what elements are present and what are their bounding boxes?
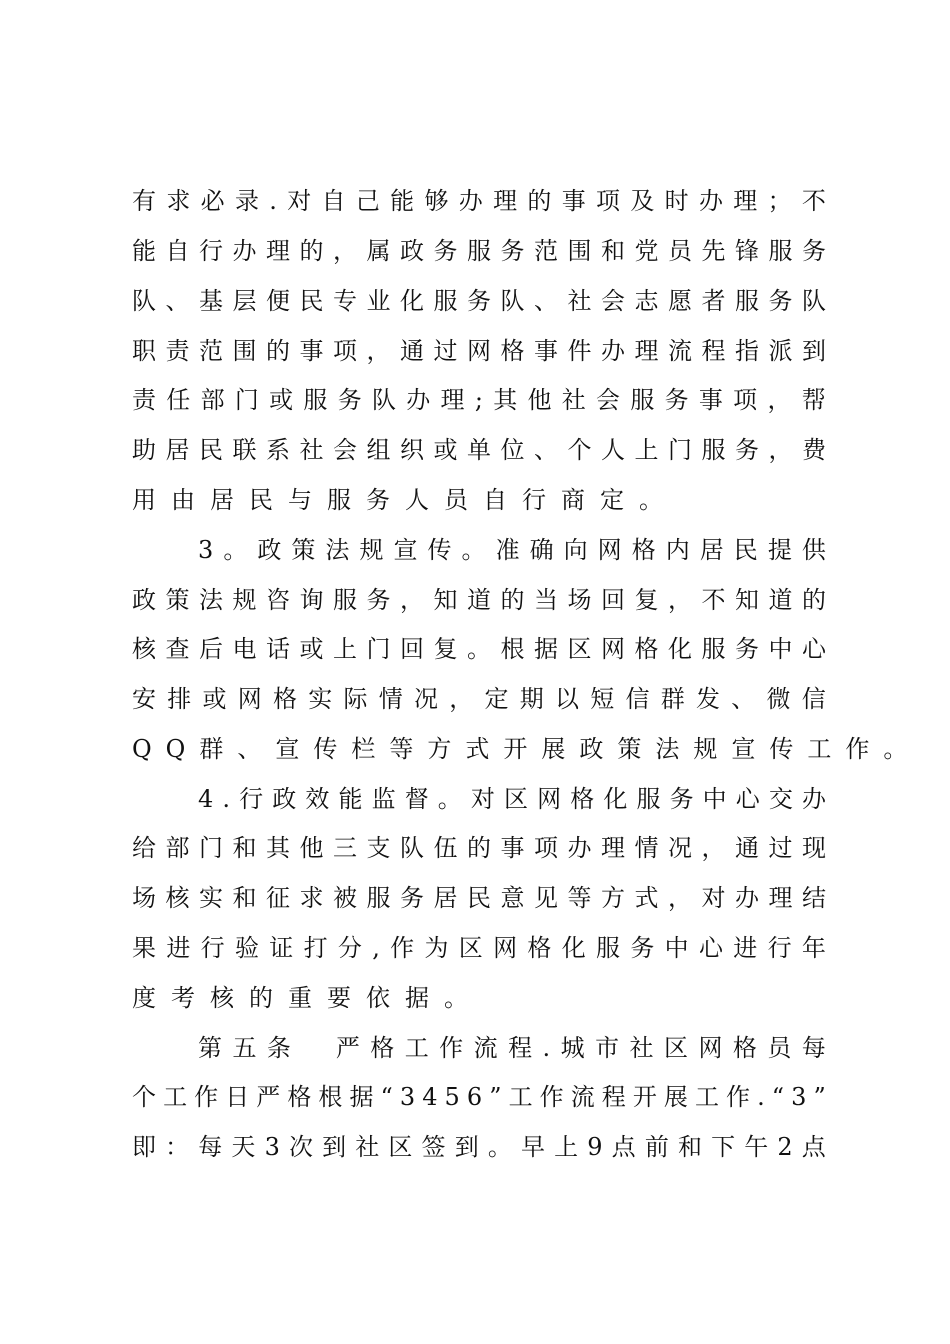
text-line: 能 自 行 办 理 的 ， 属 政 务 服 务 范 围 和 党 员 先 锋 服 务 xyxy=(132,237,826,265)
text-line: 果 进 行 验 证 打 分 , 作 为 区 网 格 化 服 务 中 心 进 行 年 xyxy=(132,934,826,962)
paragraph-heading-line: 4 . 行 政 效 能 监 督 。 对 区 网 格 化 服 务 中 心 交 办 xyxy=(198,785,826,813)
text-line: 有 求 必 录 . 对 自 己 能 够 办 理 的 事 项 及 时 办 理 ； 不 xyxy=(132,187,826,215)
text-line: QQ群、宣传栏等方式开展政策法规宣传工作。 xyxy=(132,735,922,763)
text-line: 队 、 基 层 便 民 专 业 化 服 务 队 、 社 会 志 愿 者 服 务 队 xyxy=(132,287,826,315)
text-line: 责 任 部 门 或 服 务 队 办 理 ; 其 他 社 会 服 务 事 项 ， 帮 xyxy=(132,386,826,414)
text-line: 场 核 实 和 征 求 被 服 务 居 民 意 见 等 方 式 ， 对 办 理 结 xyxy=(132,884,826,912)
text-line: 给 部 门 和 其 他 三 支 队 伍 的 事 项 办 理 情 况 ， 通 过 现 xyxy=(132,834,826,862)
text-line: 安 排 或 网 格 实 际 情 况 ， 定 期 以 短 信 群 发 、 微 信 xyxy=(132,685,826,713)
paragraph-heading-line: 3 。 政 策 法 规 宣 传 。 准 确 向 网 格 内 居 民 提 供 xyxy=(198,536,826,564)
text-line: 个 工 作 日 严 格 根 据 “ 3 4 5 6 ” 工 作 流 程 开 展 工 作 . “ 3 ” xyxy=(132,1083,826,1111)
text-line: 用由居民与服务人员自行商定。 xyxy=(132,486,678,514)
text-line: 即 ： 每 天 3 次 到 社 区 签 到 。 早 上 9 点 前 和 下 午 2 点 xyxy=(132,1133,826,1161)
text-line: 核 查 后 电 话 或 上 门 回 复 。 根 据 区 网 格 化 服 务 中 心 xyxy=(132,635,826,663)
text-line: 助 居 民 联 系 社 会 组 织 或 单 位 、 个 人 上 门 服 务 ， 费 xyxy=(132,436,826,464)
article-heading-line: 第 五 条 严 格 工 作 流 程 . 城 市 社 区 网 格 员 每 xyxy=(198,1034,826,1062)
text-line: 政 策 法 规 咨 询 服 务 ， 知 道 的 当 场 回 复 ， 不 知 道 的 xyxy=(132,586,826,614)
text-line: 职 责 范 围 的 事 项 ， 通 过 网 格 事 件 办 理 流 程 指 派 到 xyxy=(132,337,826,365)
text-line: 度考核的重要依据。 xyxy=(132,984,483,1012)
